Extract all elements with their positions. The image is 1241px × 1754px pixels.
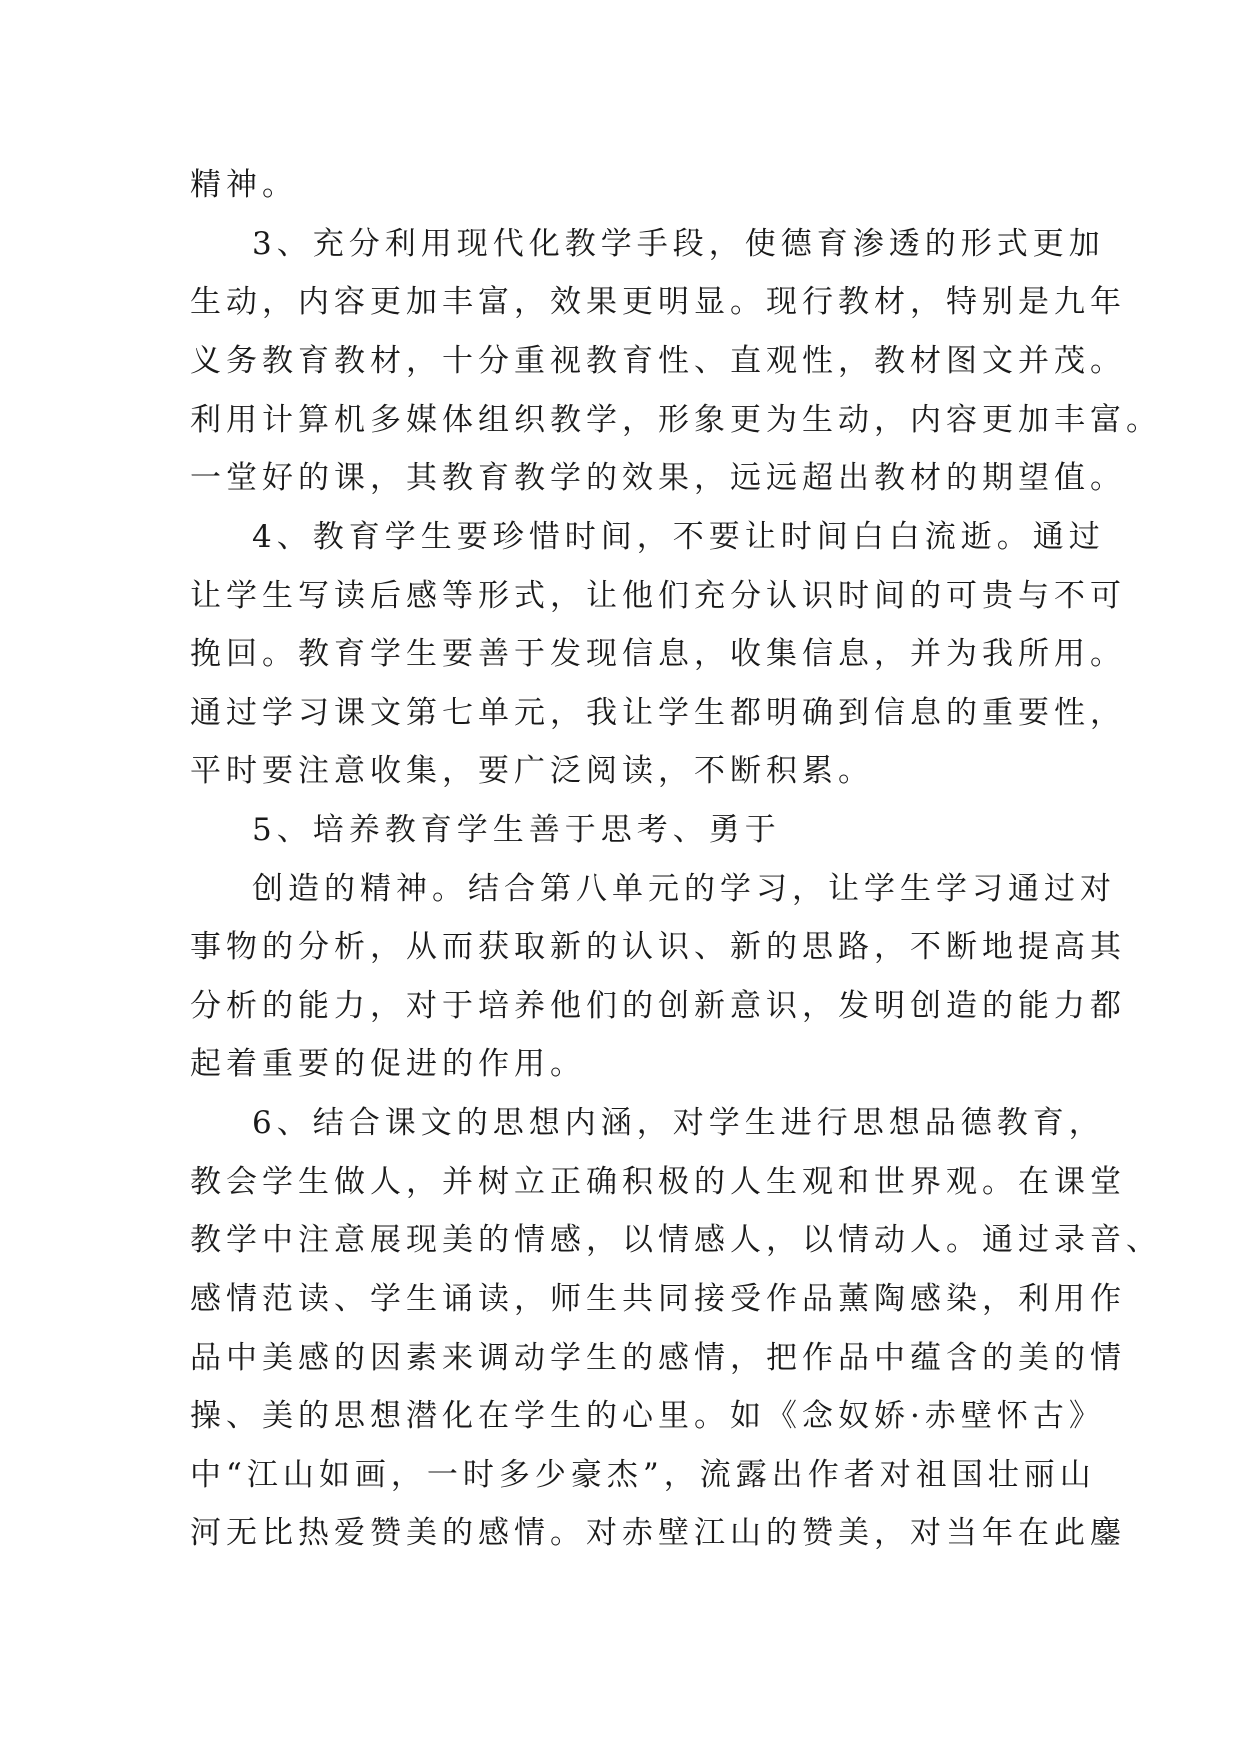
text-line: 一堂好的课，其教育教学的效果，远远超出教材的期望值。 [190, 460, 1126, 496]
text-line: 事物的分析，从而获取新的认识、新的思路，不断地提高其 [190, 929, 1126, 965]
text-line: 通过学习课文第七单元，我让学生都明确到信息的重要性， [190, 695, 1126, 731]
text-line: 生动，内容更加丰富，效果更明显。现行教材，特别是九年 [190, 284, 1126, 320]
text-line: 教学中注意展现美的情感，以情感人，以情动人。通过录音、 [190, 1222, 1162, 1258]
text-line: 挽回。教育学生要善于发现信息，收集信息，并为我所用。 [190, 636, 1126, 672]
text-line: 5、培养教育学生善于思考、勇于 [252, 812, 781, 848]
text-line: 感情范读、学生诵读，师生共同接受作品薰陶感染，利用作 [190, 1281, 1126, 1317]
text-line: 中“江山如画，一时多少豪杰”，流露出作者对祖国壮丽山 [190, 1457, 1096, 1493]
text-line: 河无比热爱赞美的感情。对赤壁江山的赞美，对当年在此鏖 [190, 1515, 1126, 1551]
text-line: 精神。 [190, 167, 298, 203]
text-line: 教会学生做人，并树立正确积极的人生观和世界观。在课堂 [190, 1164, 1126, 1200]
text-line: 3、充分利用现代化教学手段，使德育渗透的形式更加 [252, 226, 1105, 262]
text-line: 创造的精神。结合第八单元的学习，让学生学习通过对 [252, 871, 1116, 907]
text-line: 4、教育学生要珍惜时间，不要让时间白白流逝。通过 [252, 519, 1105, 555]
text-line: 让学生写读后感等形式，让他们充分认识时间的可贵与不可 [190, 578, 1126, 614]
text-line: 起着重要的促进的作用。 [190, 1046, 586, 1082]
text-line: 分析的能力，对于培养他们的创新意识，发明创造的能力都 [190, 988, 1126, 1024]
text-line: 义务教育教材，十分重视教育性、直观性，教材图文并茂。 [190, 343, 1126, 379]
text-line: 平时要注意收集，要广泛阅读，不断积累。 [190, 753, 874, 789]
text-line: 利用计算机多媒体组织教学，形象更为生动，内容更加丰富。 [190, 402, 1162, 438]
text-line: 品中美感的因素来调动学生的感情，把作品中蕴含的美的情 [190, 1340, 1126, 1376]
text-line: 操、美的思想潜化在学生的心里。如《念奴娇·赤壁怀古》 [190, 1398, 1105, 1434]
text-line: 6、结合课文的思想内涵，对学生进行思想品德教育， [252, 1105, 1105, 1141]
